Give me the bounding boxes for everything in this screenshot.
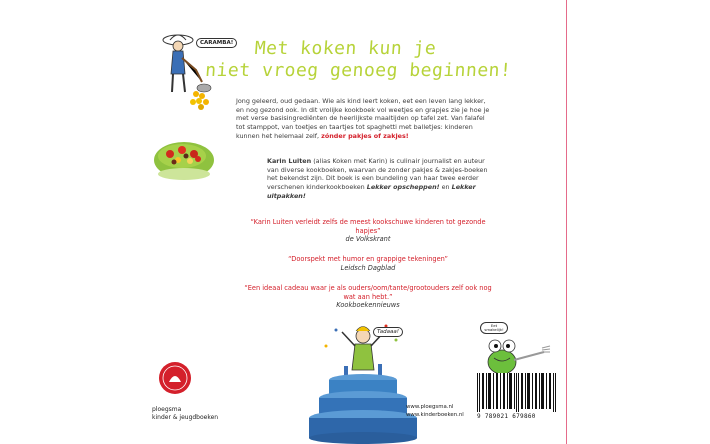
publisher-logo-icon [157, 360, 193, 396]
intro-highlight: zónder pakjes of zakjes! [321, 131, 409, 140]
websites [406, 404, 464, 419]
publisher-line-2: kinder & jeugdboeken [152, 414, 219, 421]
caramba-speech-bubble: CARAMBA! [196, 38, 237, 48]
isbn-number: 9 789021 679860 [477, 413, 536, 420]
website-2: www.kinderboeken.nl [406, 411, 464, 418]
author-name: Karin Luiten [267, 157, 312, 165]
author-paragraph [267, 157, 491, 201]
headline-line-1: Met koken kun je [254, 38, 437, 59]
book-title-1: Lekker opscheppen! [366, 183, 440, 192]
book-back-cover [148, 0, 565, 444]
book-title-2: Lekker uitpakken! [267, 183, 476, 200]
author-and: en [441, 183, 450, 192]
headline-line-2: niet vroeg genoeg beginnen! [204, 60, 513, 81]
publisher-line-1: ploegsma [152, 406, 182, 413]
smakelijk-speech-bubble: Eet smakelijk! [480, 322, 508, 334]
book-edge-line [566, 0, 567, 444]
quote-3 [243, 284, 493, 310]
barcode [475, 373, 560, 412]
quote-text: “Karin Luiten verleidt zelfs de meest kookschuwe kinderen tot gezonde hapjes” [250, 218, 486, 235]
quote-source: de Volkskrant [345, 235, 391, 244]
cake-illustration [306, 318, 421, 444]
quote-source: Kookboekennieuws [336, 301, 400, 310]
salad-illustration [152, 128, 216, 184]
left-margin [0, 0, 148, 444]
quote-source: Leidsch Dagblad [340, 263, 396, 272]
website-1: www.ploegsma.nl [406, 404, 454, 410]
publisher-name [152, 406, 218, 422]
quote-text: “Doorspekt met humor en grappige tekeningen” [288, 255, 448, 263]
author-text: (alias Koken met Karin) is culinair journalist en auteur van diverse kookboeken, waarvan de zonder pakjes & zakjes-boeken het bekendst zijn. Dit boek is een bundeling van haar twee eerder verschenen kinderkookboeken [267, 157, 488, 192]
quote-text: “Een ideaal cadeau waar je als ouders/oom/tante/grootouders zelf ook nog wat aan hebt.” [244, 284, 492, 301]
intro-text: Jong geleerd, oud gedaan. Wie als kind leert koken, eet een leven lang lekker, en nog gezond ook. In dit vrolijke kookboek vol weetjes en grapjes zie je hoe je met verse basisingrediënten de heerlijkste maaltijden op tafel zet. Van falafel tot stamppot, van toetjes en taartjes tot spaghetti met balletjes: kinderen kunnen het helemaal zelf, [236, 97, 490, 140]
tadaa-speech-bubble: Tadaaa! [373, 327, 403, 337]
intro-paragraph [236, 97, 491, 141]
quote-2 [243, 255, 493, 272]
quote-1 [243, 218, 493, 244]
